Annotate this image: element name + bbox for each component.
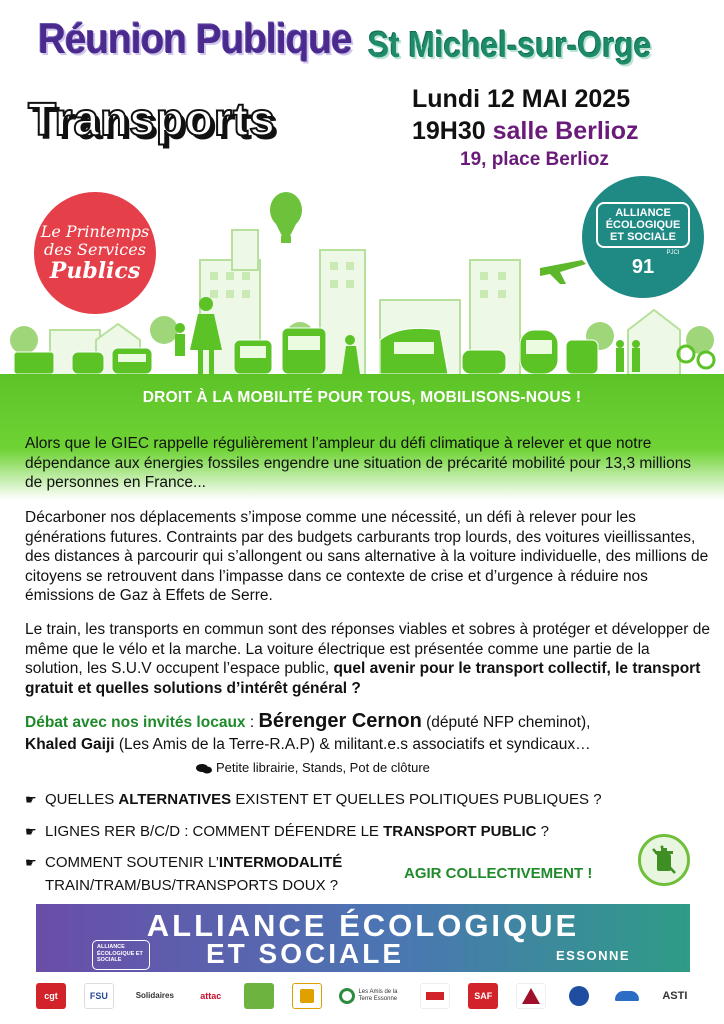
- partner-logo-dark-red: [516, 983, 546, 1009]
- partner-logo-saf: [468, 983, 498, 1009]
- printemps-logo-line2: des Services: [44, 240, 146, 259]
- saf-logo-icon: [468, 983, 498, 1009]
- partner-logo-confederation: [292, 983, 322, 1009]
- city-name: St Michel-sur-Orge: [368, 24, 652, 65]
- title-transports: Transports: [28, 93, 276, 145]
- partner-name-fsu: FSU: [89, 991, 108, 1001]
- extras-line: [196, 759, 430, 777]
- solidaires-logo-icon: [132, 983, 178, 1009]
- paragraph-transports: [25, 620, 710, 698]
- banner-line2: ET SOCIALE: [206, 938, 405, 969]
- partner-logo-droit-logement: [420, 983, 450, 1009]
- printemps-logo-line1: Le Printemps: [40, 222, 150, 241]
- debate-invitation: [25, 710, 715, 756]
- event-hour: 19H30: [412, 117, 486, 145]
- question-1-part-c: EXISTENT ET QUELLES POLITIQUES PUBLIQUES ?: [231, 791, 602, 808]
- dark-red-partner-logo-icon: [516, 983, 546, 1009]
- partner-name-attac: attac: [200, 991, 222, 1001]
- event-address: 19, place Berlioz: [460, 149, 609, 170]
- intro-paragraph: Alors que le GIEC rappelle régulièrement l’ampleur du défi climatique à relever et que notre dépendance aux énergies fossiles engendre une situation de précarité mobilité pour 13,3 millions de personnes en France...: [25, 435, 692, 491]
- question-1-bold: ALTERNATIVES: [118, 791, 232, 808]
- event-date: Lundi 12 MAI 2025: [412, 85, 631, 113]
- question-3-part-a: COMMENT SOUTENIR L’: [45, 854, 219, 871]
- alliance-logo-tag: PJCI: [666, 250, 680, 256]
- partner-name-amis-terre: Les Amis de la Terre Essonne: [358, 989, 398, 1002]
- blue-wave-logo-icon: [612, 983, 642, 1009]
- partner-name-cgt: cgt: [44, 991, 58, 1001]
- partner-name-asti: ASTI: [662, 990, 688, 1002]
- event-venue: salle Berlioz: [492, 117, 639, 145]
- extras-text: Petite librairie, Stands, Pot de clôture: [216, 760, 430, 775]
- alliance-logo-number: 91: [631, 256, 655, 278]
- partner-name-solidaires: Solidaires: [135, 991, 174, 1000]
- paragraph-transports-text: Le train, les transports en commun sont des réponses viables et sobres à protéger et développer de même que le vélo et la marche. La voiture électrique est présentée comme une partie de la solution, les S.U.V occupent l’espace public,: [25, 621, 710, 677]
- question-rer: [25, 822, 549, 842]
- partner-logo-green: [244, 983, 274, 1009]
- partner-logo-blue-wave: [612, 983, 642, 1009]
- amis-terre-logo-icon: [339, 988, 355, 1004]
- trash-bin-icon: [638, 834, 690, 886]
- question-intermodalite-line2: TRAIN/TRAM/BUS/TRANSPORTS DOUX ?: [45, 877, 339, 894]
- cgt-logo-icon: [36, 983, 66, 1009]
- printemps-services-publics-logo: [34, 192, 156, 314]
- title-reunion: Réunion Publique: [38, 15, 352, 62]
- partner-logo-attac: [196, 983, 226, 1009]
- confederation-logo-icon: [292, 983, 322, 1009]
- fsu-logo-icon: [84, 983, 114, 1009]
- green-partner-logo-icon: [244, 983, 274, 1009]
- guest-2-name: Khaled Gaiji: [25, 736, 115, 753]
- guest-1-role: (député NFP cheminot),: [421, 714, 591, 731]
- paragraph-transports-bold: quel avenir pour le transport collectif, le transport gratuit et quelles solutions d’intérêt général ?: [25, 660, 701, 697]
- question-2-part-c: ?: [536, 823, 549, 840]
- slogan: DROIT À LA MOBILITÉ POUR TOUS, MOBILISONS-NOUS !: [142, 389, 582, 406]
- balloon-icon: [270, 192, 302, 243]
- alliance-logo-line3: ET SOCIALE: [609, 231, 676, 243]
- pointing-hand-icon: ☛: [25, 824, 37, 839]
- guest-1-name: Bérenger Cernon: [258, 710, 422, 732]
- alliance-logo-line2: ÉCOLOGIQUE: [605, 219, 681, 231]
- alliance-logo-line1: ALLIANCE: [615, 207, 671, 219]
- call-to-action: AGIR COLLECTIVEMENT !: [404, 865, 593, 882]
- banner-line1: ALLIANCE ÉCOLOGIQUE: [146, 908, 580, 943]
- question-3-bold: INTERMODALITÉ: [218, 854, 343, 871]
- question-intermodalite: [25, 853, 342, 873]
- speech-bubbles-icon: [196, 763, 212, 775]
- red-partner-logo-icon: [420, 983, 450, 1009]
- plane-icon: [540, 260, 586, 284]
- asti-logo-icon: [660, 983, 690, 1009]
- alliance-ecologique-91-logo: [582, 176, 704, 298]
- banner-mini-logo: ALLIANCE ÉCOLOGIQUE ET SOCIALE: [92, 940, 150, 970]
- partner-name-saf: SAF: [474, 991, 493, 1001]
- pointing-hand-icon: ☛: [25, 792, 37, 807]
- debate-lead: Débat avec nos invités locaux: [25, 714, 246, 731]
- partner-logos: [36, 976, 690, 1016]
- partner-logo-solidaires: [132, 983, 178, 1009]
- paragraph-decarboner: Décarboner nos déplacements s’impose comme une nécessité, un défi à relever pour les générations futures. Contraints par des budgets carburants trop lourds, des voitures vieillissantes, des distances à parcourir qui s’allongent ou sans alternative à la voiture individuelle, des millions de citoyens se retrouvent dans l’impasse dans ce contexte de crise et d’urgence à réduire nos émissions de Gaz à Effets de Serre.: [25, 509, 709, 604]
- partner-logo-cgt: [36, 983, 66, 1009]
- partner-logo-amis-terre: [339, 988, 402, 1004]
- question-2-part-a: LIGNES RER B/C/D : COMMENT DÉFENDRE LE: [45, 823, 384, 840]
- attac-logo-icon: [196, 983, 226, 1009]
- alliance-logo-bubble: [596, 202, 690, 248]
- partner-logo-blue-circle: [564, 983, 594, 1009]
- debate-separator: :: [245, 714, 259, 731]
- pointing-hand-icon: ☛: [25, 855, 37, 870]
- partner-logo-asti: [660, 983, 690, 1009]
- guest-2-role: (Les Amis de la Terre-R.A.P) & militant.e.s associatifs et syndicaux…: [114, 736, 591, 753]
- printemps-logo-line3: Publics: [49, 258, 141, 284]
- event-time: [412, 116, 639, 146]
- question-2-bold: TRANSPORT PUBLIC: [383, 823, 537, 840]
- alliance-essonne-banner: [36, 904, 690, 972]
- question-1-part-a: QUELLES: [45, 791, 119, 808]
- question-alternatives: [25, 790, 602, 810]
- partner-logo-fsu: [84, 983, 114, 1009]
- banner-region: ESSONNE: [556, 948, 631, 963]
- blue-circle-logo-icon: [564, 983, 594, 1009]
